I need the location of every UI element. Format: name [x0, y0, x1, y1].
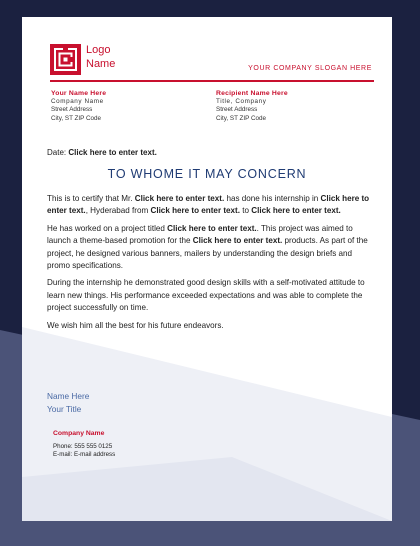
company-field[interactable]: Click here to enter text.	[47, 194, 370, 216]
logo-icon	[50, 44, 81, 75]
footer-contact[interactable]	[53, 430, 115, 460]
start-date-field[interactable]: Click here to enter text.	[150, 206, 240, 216]
recipient-city[interactable]: City, ST ZIP Code	[216, 114, 267, 122]
intern-name-field[interactable]: Click here to enter text.	[134, 194, 225, 203]
project-title-field[interactable]: Click here to enter text.	[167, 223, 257, 233]
sender-name[interactable]: Your Name Here	[51, 90, 107, 97]
p1-text-d: to	[242, 206, 249, 216]
p2-text-c: products. As part of the project, he designed various banners, mailers by understanding the design briefs and promo specifications.	[47, 236, 368, 271]
p1-text-c: , Hyderabad from	[85, 206, 149, 216]
recipient-name[interactable]: Recipient Name Here	[216, 90, 288, 97]
paragraph-2	[47, 223, 372, 273]
signature-title[interactable]: Your Title	[47, 403, 82, 414]
p2-text-a: He has worked on a project titled	[47, 223, 165, 233]
p1-text-b: has done his internship in	[226, 194, 319, 203]
date-line	[47, 148, 157, 157]
p1-text-a: This is to certify that Mr.	[47, 194, 133, 203]
letter-body	[47, 193, 372, 337]
logo-line1: Logo	[86, 44, 111, 56]
signature-name[interactable]: Name Here	[47, 391, 90, 401]
recipient-address[interactable]	[216, 90, 288, 123]
date-label: Date:	[47, 148, 67, 157]
paragraph-3: During the internship he demonstrated good design skills with a self-motivated attitude to learn new things. His performance exceeded expectations and was able to complete the project successfully on time.	[47, 278, 365, 313]
logo-line2: Name	[86, 58, 116, 70]
recipient-street[interactable]: Street Address	[216, 106, 258, 114]
footer-phone[interactable]: Phone: 555 555 0125	[53, 443, 113, 451]
paragraph-4: We wish him all the best for his future endeavors.	[47, 320, 224, 330]
signature-block[interactable]	[47, 390, 89, 415]
sender-city[interactable]: City, ST ZIP Code	[51, 114, 102, 122]
p2-text-b: . This project was aimed to launch a theme-based promotion for the	[47, 223, 353, 246]
date-field[interactable]: Click here to enter text.	[68, 148, 157, 157]
sender-address[interactable]	[51, 90, 106, 123]
header-divider	[50, 80, 374, 82]
company-slogan[interactable]: YOUR COMPANY SLOGAN HERE	[248, 65, 372, 72]
recipient-company[interactable]: Title, Company	[216, 98, 267, 106]
logo-text	[86, 43, 115, 71]
sender-street[interactable]: Street Address	[51, 106, 93, 114]
paragraph-1	[47, 193, 372, 218]
sender-company[interactable]: Company Name	[51, 98, 104, 106]
product-field[interactable]: Click here to enter text.	[192, 236, 283, 246]
letter-title: TO WHOME IT MAY CONCERN	[107, 167, 307, 181]
end-date-field[interactable]: Click here to enter text.	[251, 206, 341, 216]
letter-page	[22, 17, 392, 521]
footer-company[interactable]: Company Name	[53, 430, 105, 437]
footer-email[interactable]: E-mail: E-mail address	[53, 451, 116, 459]
